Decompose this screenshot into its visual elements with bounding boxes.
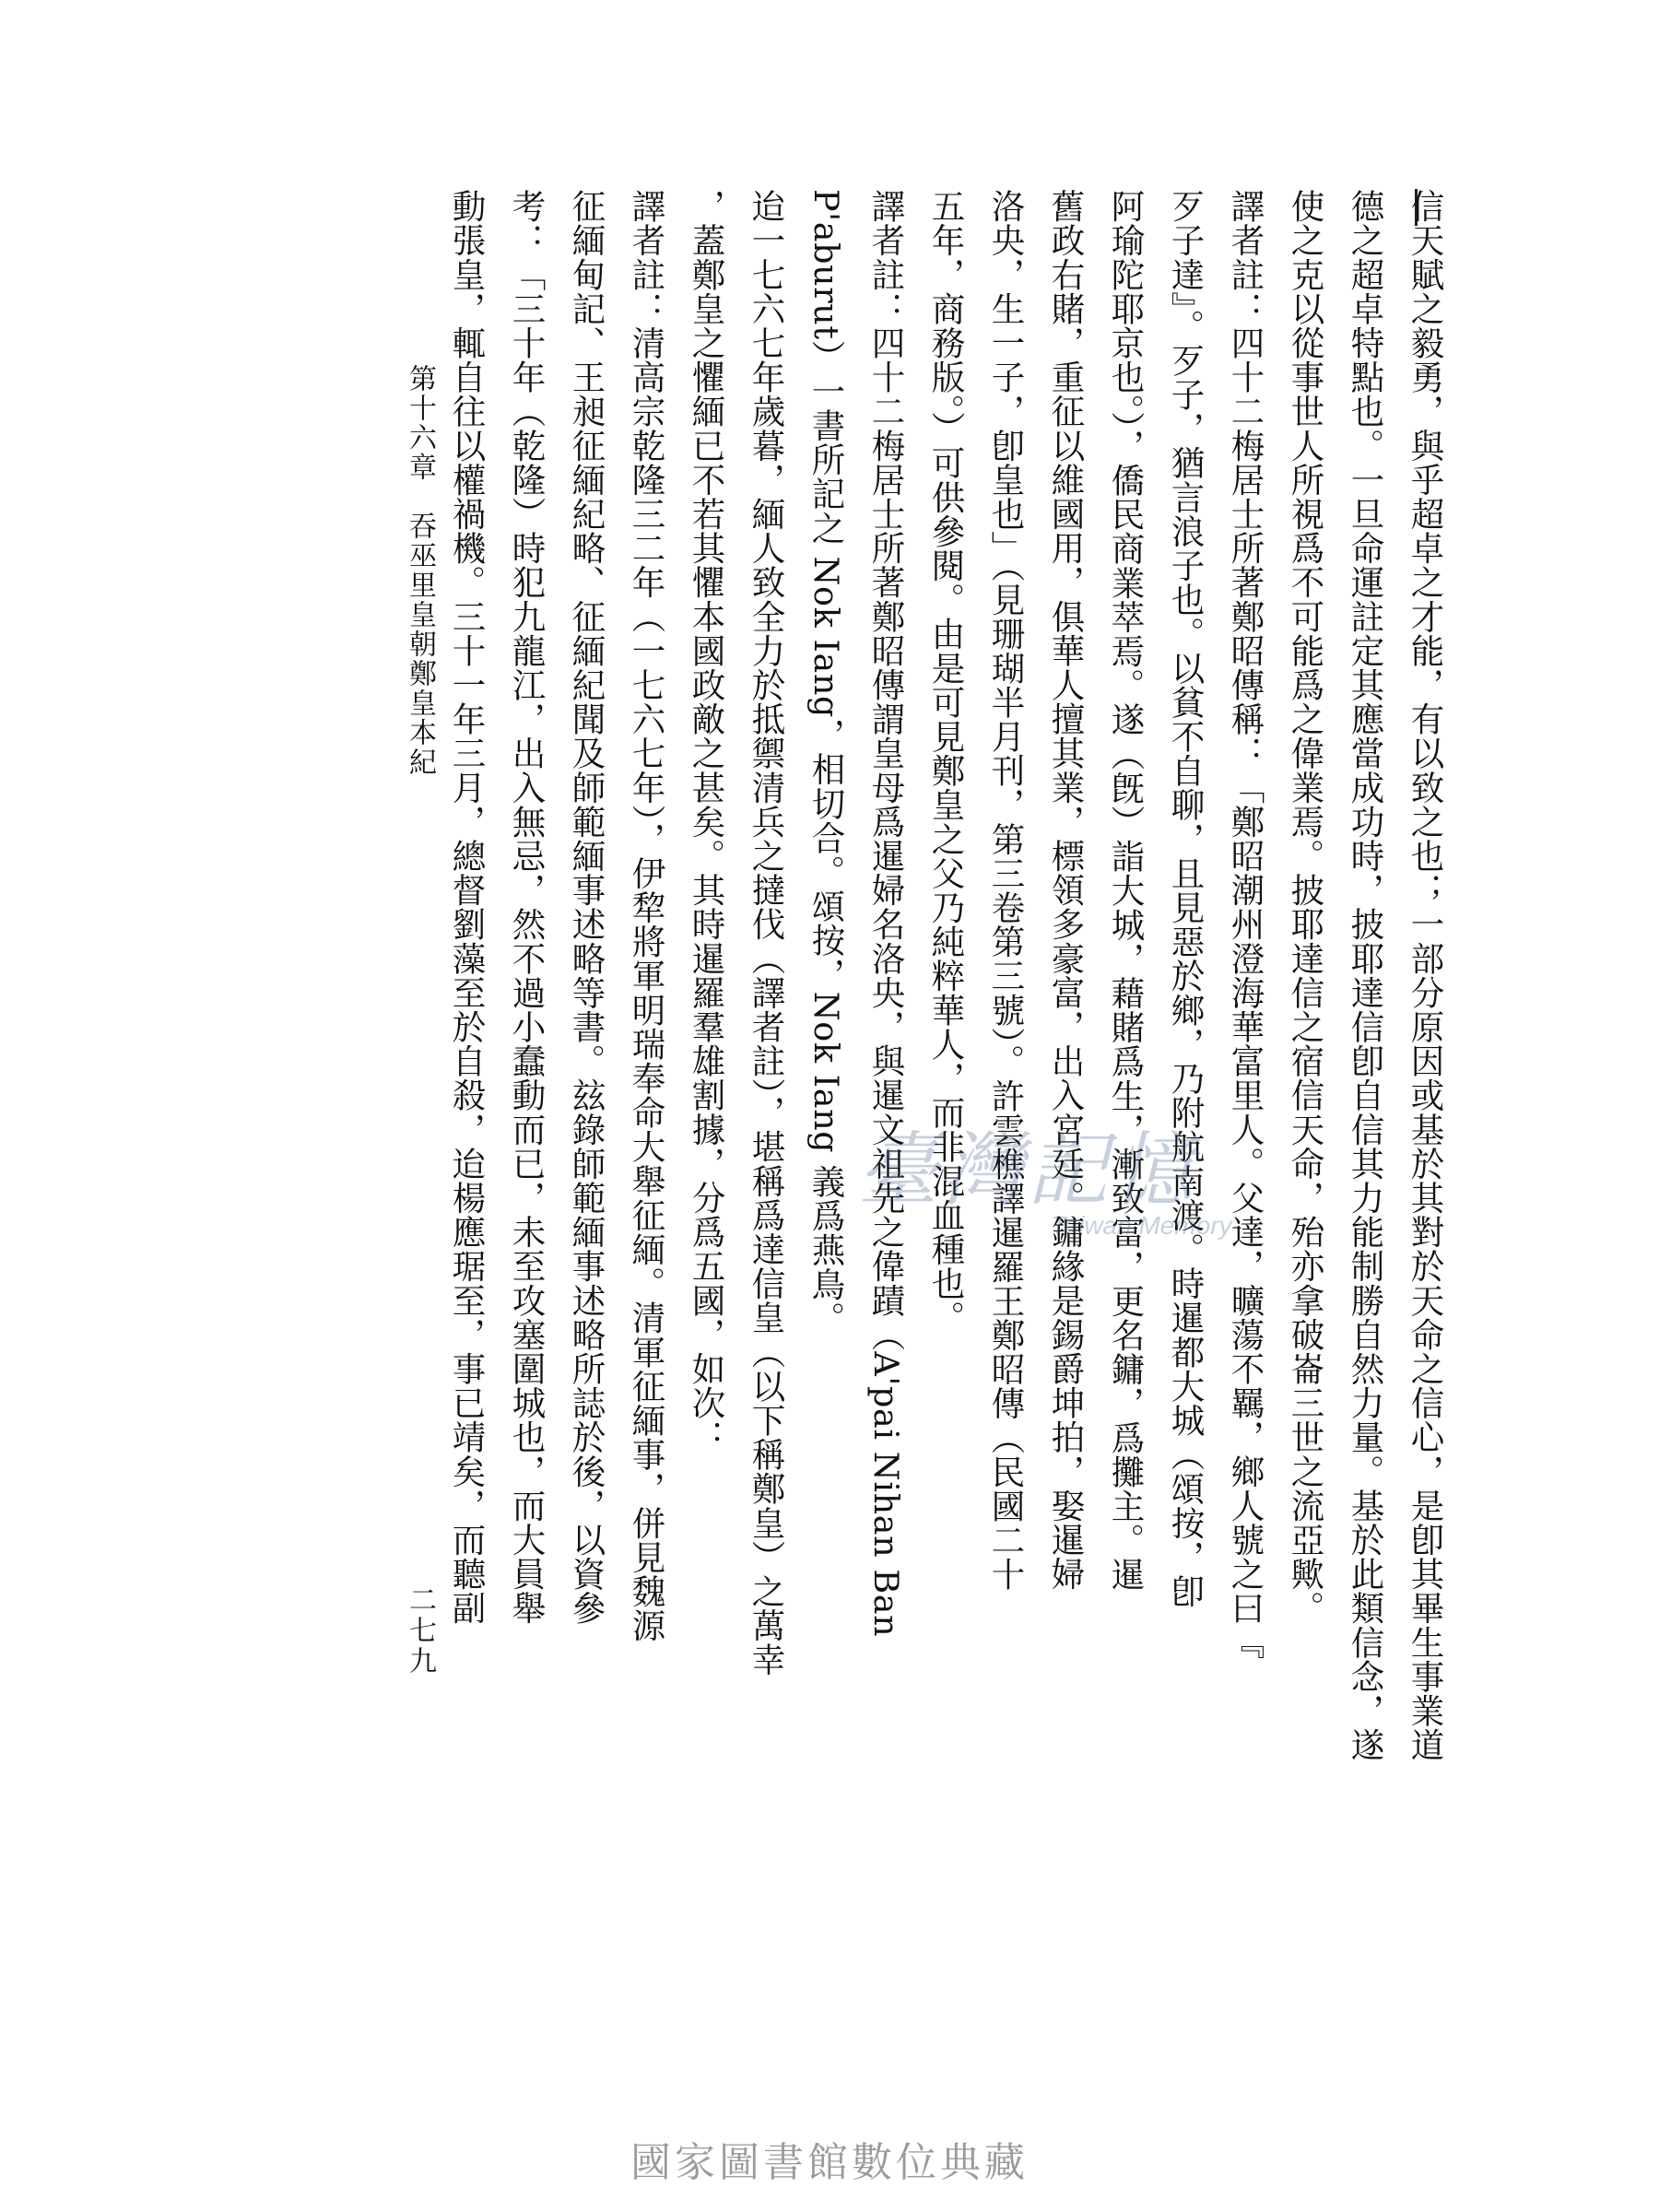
text-column: 五年，商務版。）可供參閱。由是可見鄭皇之父乃純粹華人，而非混血種也。 [926, 189, 966, 1335]
text-column: 歹子達』。歹子，猶言浪子也。以貧不自聊，且見惡於鄉，乃附航南渡。時暹都大城（頌按，卽 [1166, 189, 1206, 1608]
text-column: 考：「三十年（乾隆）時犯九龍江，出入無忌，然不過小蠢動而已，未至攻塞圍城也，而大員舉 [507, 189, 547, 1626]
text-column: ，蓋鄭皇之懼緬已不若其懼本國政敵之甚矣。其時暹羅羣雄割據，分爲五國，如次： [687, 189, 726, 1454]
footer-collection-label: 國家圖書館數位典藏 [630, 2139, 1029, 2186]
text-column: 舊政右賭，重征以維國用，俱華人擅其業，標領多豪富，出入宮廷。鏞緣是錫爵坤拍，娶暹婦 [1046, 189, 1086, 1592]
text-column: 洛央，生一子，卽皇也」（見珊瑚半月刊，第三卷第三號）。許雲樵譯暹羅王鄭昭傳（民國二十 [986, 189, 1026, 1592]
text-column: 譯者註：清高宗乾隆三二年（一七六七年），伊犂將軍明瑞奉命大舉征緬。清軍征緬事，併見魏源 [627, 189, 666, 1643]
text-column: 譯者註：四十二梅居士所著鄭昭傳謂皇母爲暹婦名洛央，與暹文祖先之偉蹟（A'pai Nihan Ban [866, 189, 906, 1638]
text-column: 動張皇，輒自往以權禍機。三十一年三月，總督劉藻至於自殺，迨楊應琚至，事已靖矣，而聽副 [447, 189, 487, 1626]
watermark-subtitle: Taiwan Memory [1051, 1211, 1232, 1240]
running-head: 第十六章 吞巫里皇朝鄭皇本紀 [404, 364, 436, 777]
text-column: 信天賦之毅勇，與乎超卓之才能，有以致之也；一部分原因或基於其對於天命之信心，是卽其畢生事業道 [1406, 189, 1445, 1762]
text-column: 阿瑜陀耶京也。），僑民商業萃焉。遂（旣）詣大城，藉賭爲生，漸致富，更名鏞，爲攤主。暹 [1106, 189, 1146, 1592]
text-column: 迨一七六七年歲暮，緬人致全力於抵禦清兵之撻伐（譯者註），堪稱爲達信皇（以下稱鄭皇）之萬幸 [747, 189, 786, 1677]
watermark-logo [857, 1106, 1336, 1240]
text-column: 德之超卓特點也。一旦命運註定其應當成功時，披耶達信卽自信其力能制勝自然力量。基於此類信念，遂 [1346, 189, 1385, 1762]
text-column: 譯者註：四十二梅居士所著鄭昭傳稱：「鄭昭潮州澄海華富里人。父達，曠蕩不羈，鄉人號之曰『 [1226, 189, 1265, 1660]
page-number: 二七九 [404, 1585, 436, 1677]
watermark-title: 臺灣記憶 [857, 1123, 1197, 1218]
text-column: P'aburut）一書所記之 Nok Iang，相切合。頌按，Nok Iang 義爲燕鳥。 [806, 189, 846, 1335]
text-column: 使之克以從事世人所視爲不可能爲之偉業焉。披耶達信之宿信天命，殆亦拿破崙三世之流亞歟。 [1286, 189, 1325, 1626]
text-column: 征緬甸記、王昶征緬紀略、征緬紀聞及師範緬事述略等書。玆錄師範緬事述略所誌於後，以資參 [567, 189, 606, 1626]
